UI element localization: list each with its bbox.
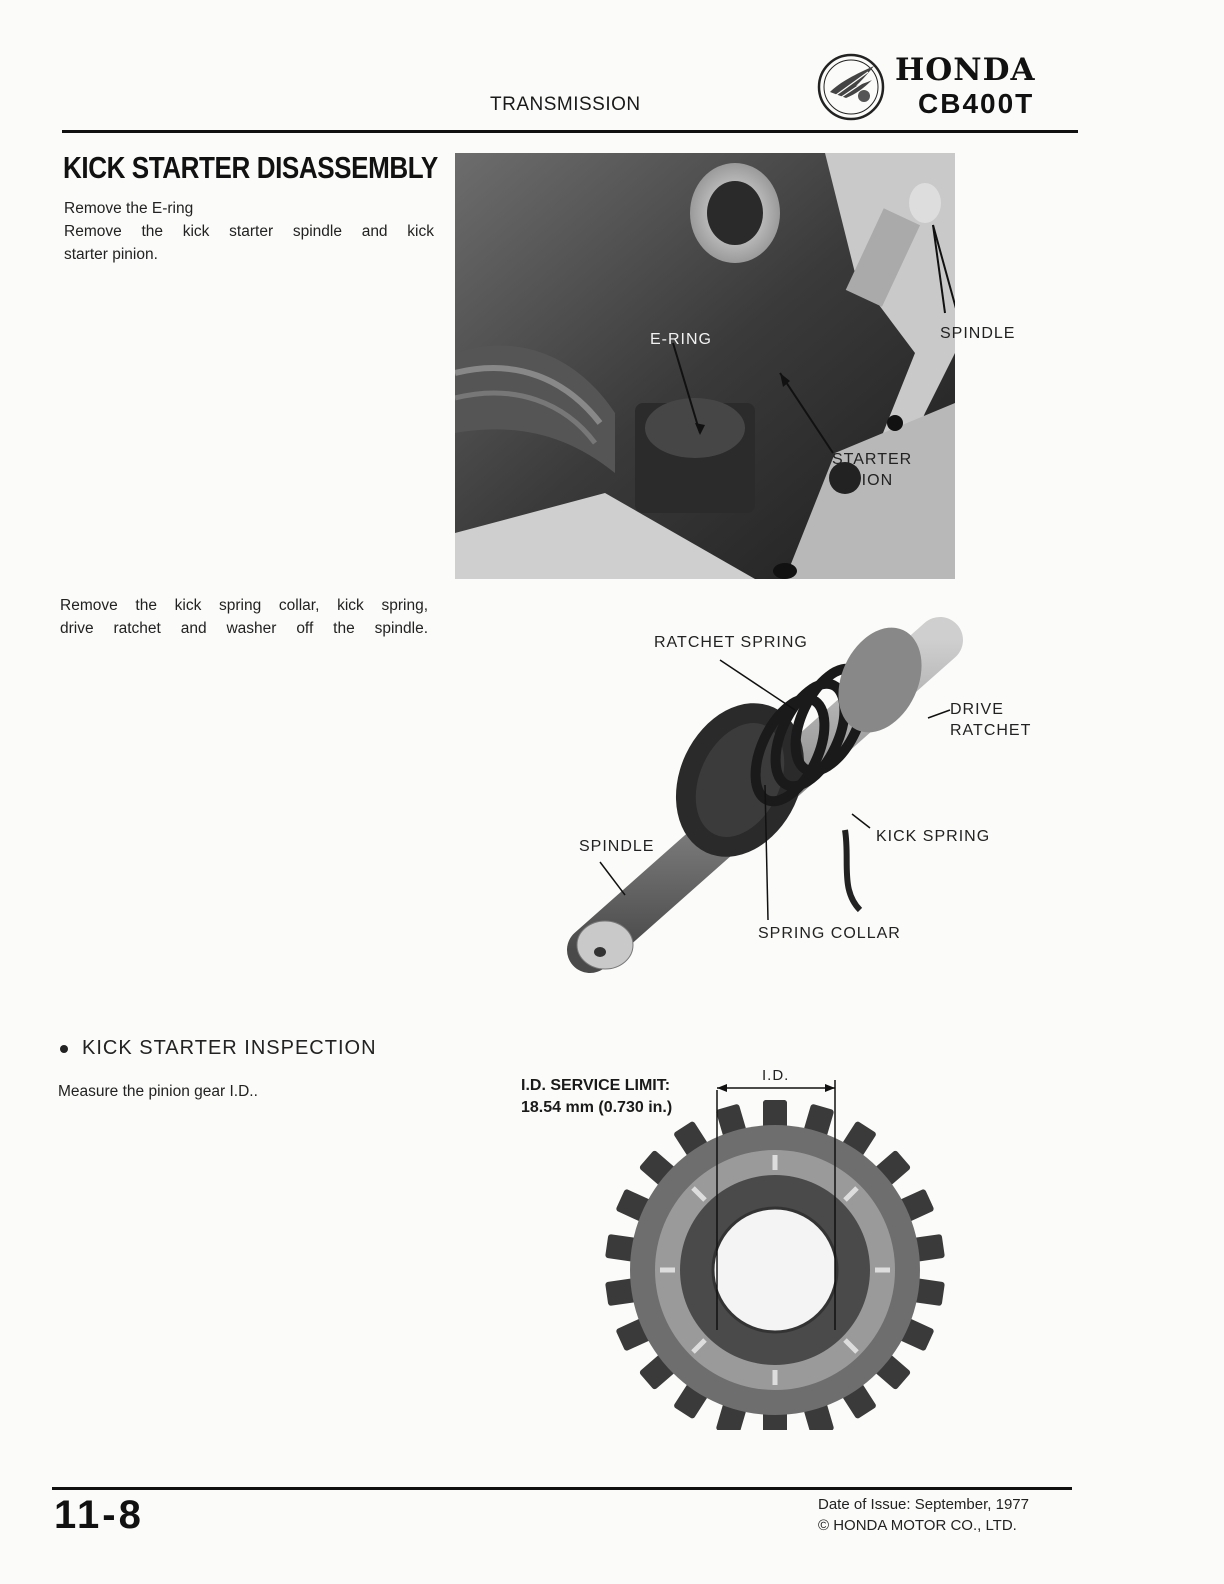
step2-line1: Remove the kick spring collar, kick spring, — [60, 597, 428, 614]
disassembly-step-1 — [64, 197, 434, 266]
bullet-icon — [60, 1045, 68, 1053]
label-starter: STARTER — [832, 451, 913, 468]
header-divider — [62, 130, 1078, 133]
footer-info — [818, 1494, 1029, 1536]
label-kick-spring: KICK SPRING — [876, 828, 991, 845]
step1-line2: Remove the kick starter spindle and kick — [64, 223, 434, 240]
id-dimension-label: I.D. — [762, 1067, 790, 1084]
label-pinion: PINION — [832, 472, 894, 489]
brand-name: HONDA — [895, 52, 1036, 88]
inspection-heading — [60, 1037, 377, 1060]
engine-case-photo — [455, 153, 955, 579]
section-title: KICK STARTER DISASSEMBLY — [63, 150, 438, 185]
service-limit-line1: I.D. SERVICE LIMIT: — [521, 1077, 671, 1094]
label-spindle-fig1: SPINDLE — [940, 325, 1016, 342]
label-ratchet: RATCHET — [950, 722, 1032, 739]
label-drive: DRIVE — [950, 701, 1004, 718]
header-section-title: TRANSMISSION — [490, 94, 641, 115]
step1-line1: Remove the E-ring — [64, 200, 194, 217]
label-ratchet-spring: RATCHET SPRING — [654, 634, 808, 651]
issue-date: Date of Issue: September, 1977 — [818, 1496, 1029, 1513]
footer-divider — [52, 1487, 1072, 1490]
service-limit-line2: 18.54 mm (0.730 in.) — [521, 1099, 673, 1116]
honda-wing-logo-icon — [816, 52, 886, 122]
inspection-title: KICK STARTER INSPECTION — [82, 1037, 377, 1059]
page-number: 11-8 — [54, 1493, 144, 1537]
step1-line3: starter pinion. — [64, 246, 158, 263]
label-spring-collar: SPRING COLLAR — [758, 925, 901, 942]
model-name: CB400T — [918, 88, 1035, 119]
disassembly-step-2 — [60, 594, 428, 640]
label-spindle-fig2: SPINDLE — [579, 838, 655, 855]
inspection-text: Measure the pinion gear I.D.. — [58, 1083, 258, 1100]
copyright: © HONDA MOTOR CO., LTD. — [818, 1517, 1017, 1534]
label-e-ring: E-RING — [650, 331, 712, 348]
step2-line2: drive ratchet and washer off the spindle. — [60, 620, 428, 637]
